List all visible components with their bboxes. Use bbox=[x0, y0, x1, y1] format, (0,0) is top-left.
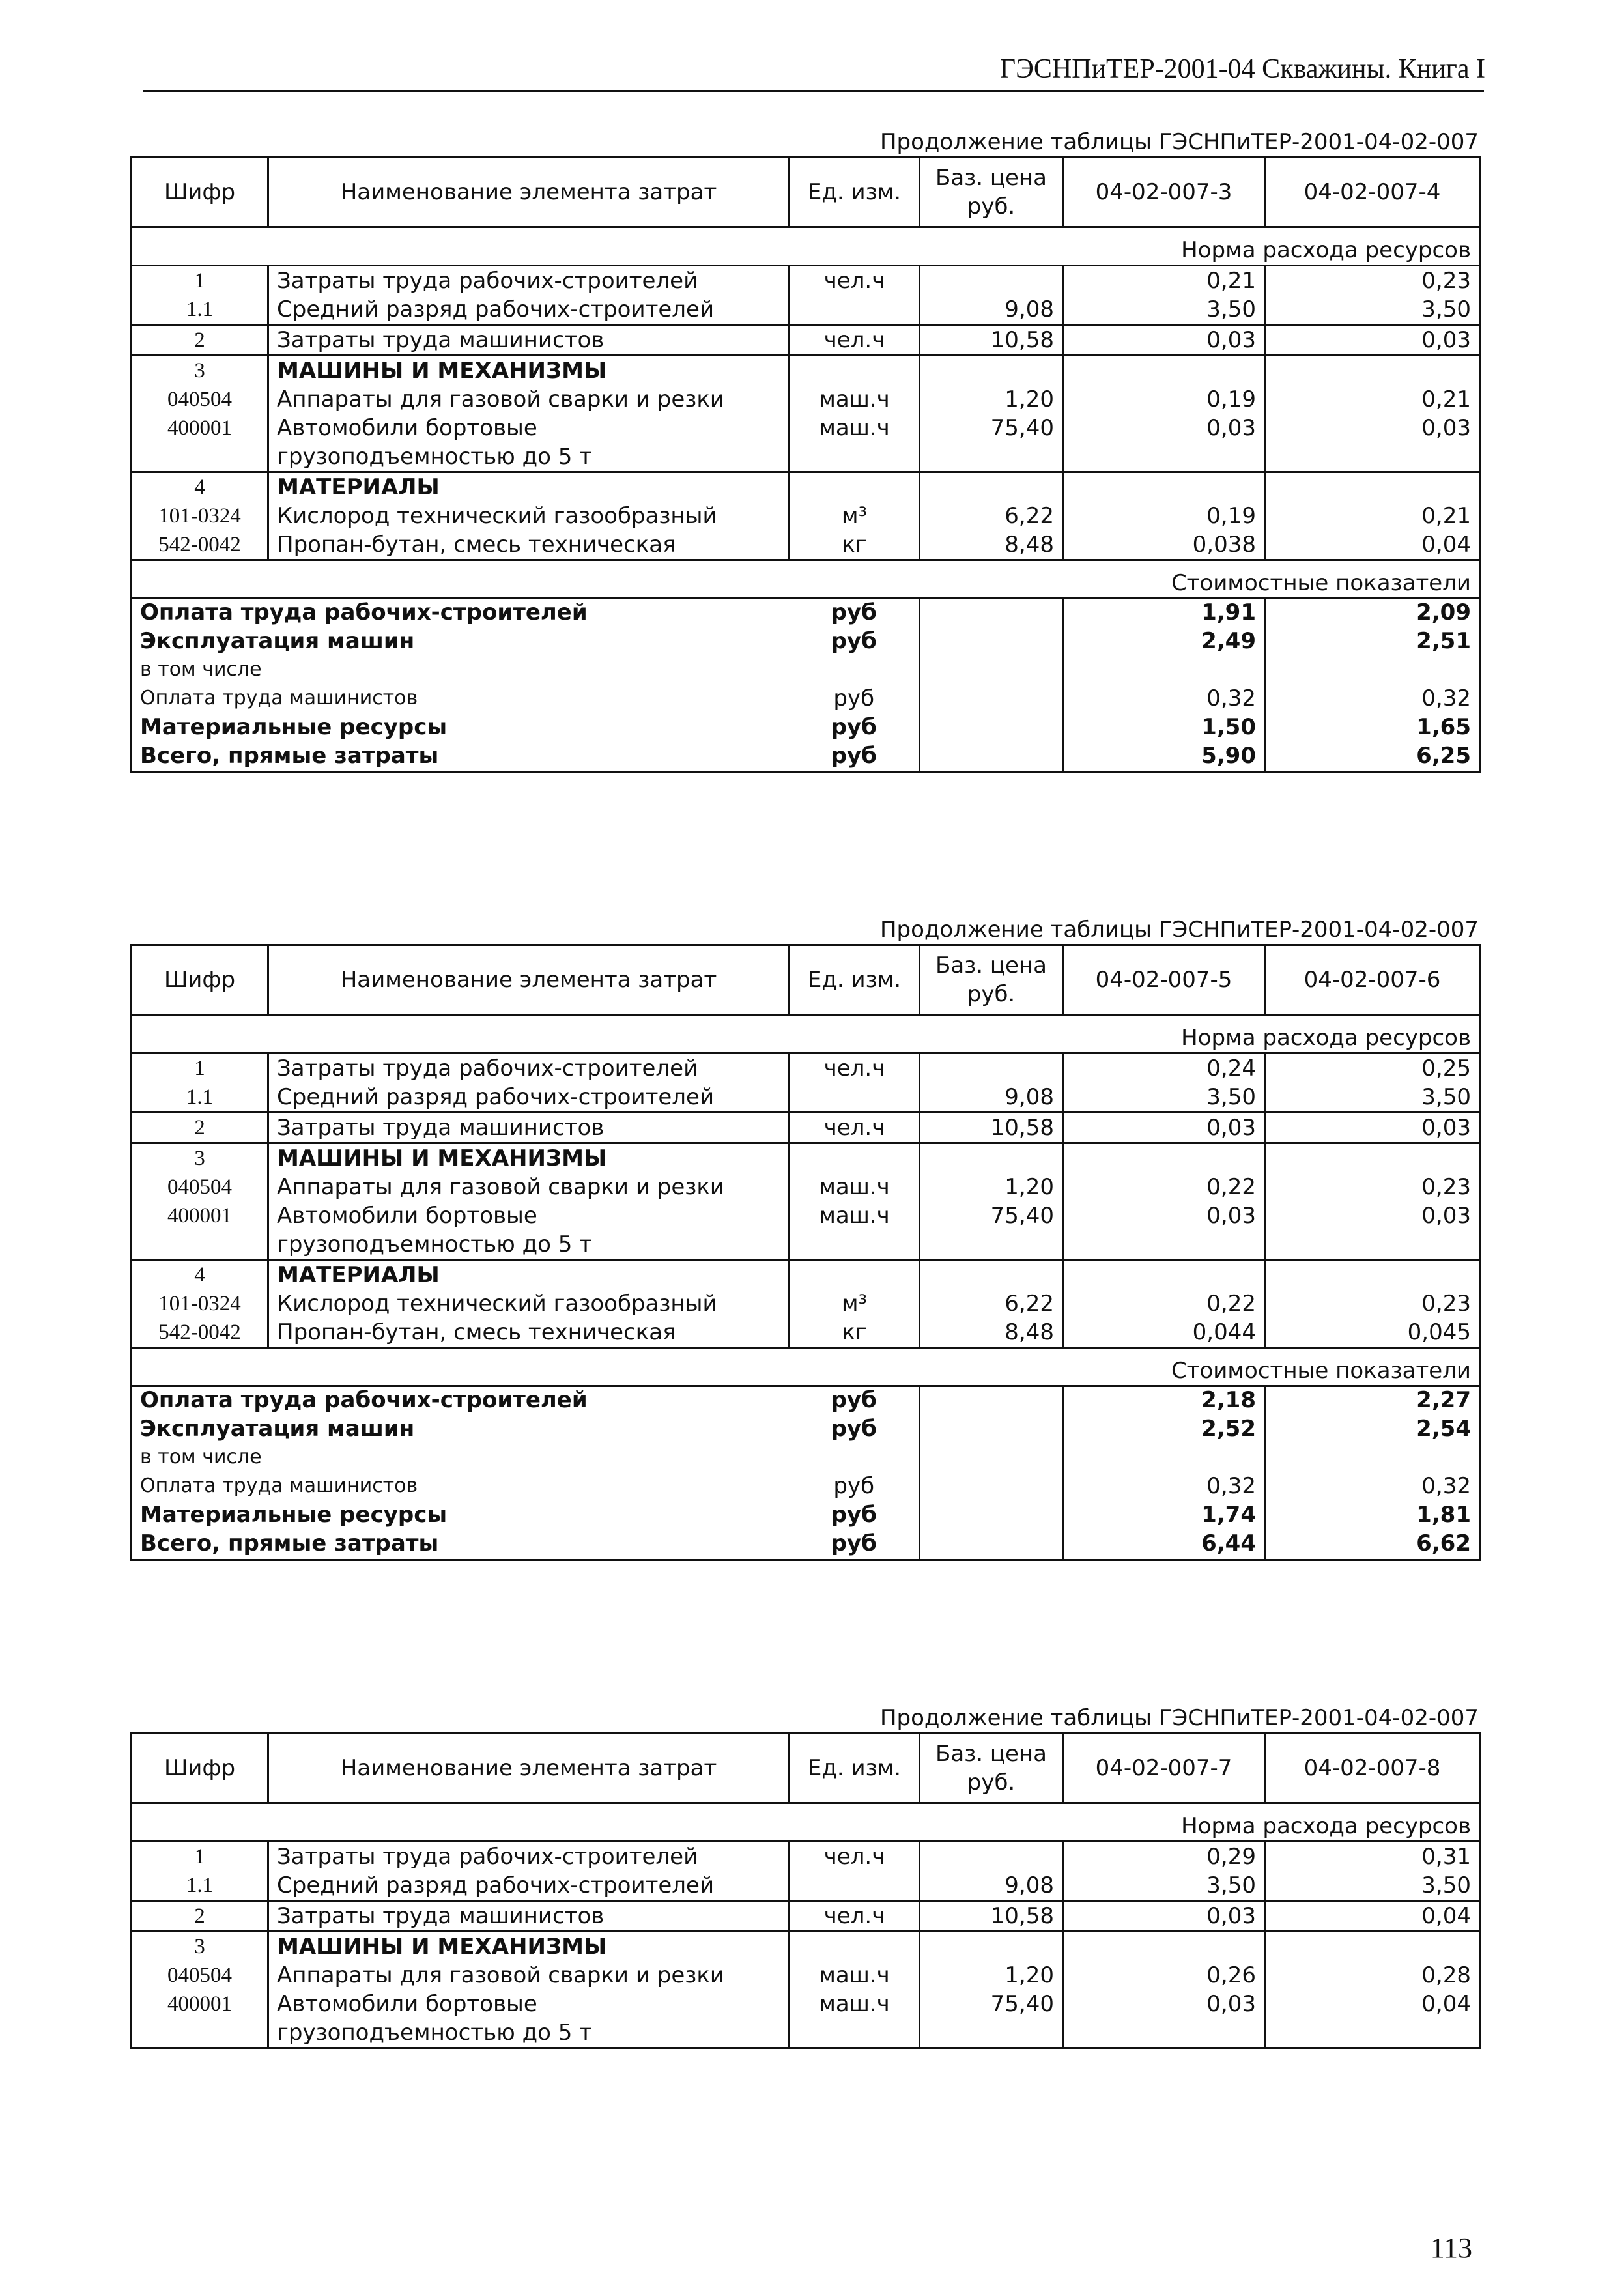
row-unit bbox=[790, 1871, 920, 1901]
page-number: 113 bbox=[1430, 2232, 1472, 2264]
header-price: Баз. цена руб. bbox=[920, 1734, 1063, 1803]
row-code: 2 bbox=[132, 1113, 268, 1143]
row-name: МАТЕРИАЛЫ bbox=[268, 1260, 790, 1290]
row-unit bbox=[790, 1260, 920, 1290]
row-code: 1 bbox=[132, 1842, 268, 1872]
row-price bbox=[920, 1842, 1063, 1872]
row-name: Затраты труда машинистов bbox=[268, 1113, 790, 1143]
row-code: 400001 bbox=[132, 1990, 268, 2048]
row-value-2: 3,50 bbox=[1265, 1083, 1480, 1113]
cost-value-1: 1,50 bbox=[1063, 714, 1265, 743]
row-unit: маш.ч bbox=[790, 1990, 920, 2048]
cost-price bbox=[920, 1530, 1063, 1560]
cost-name: в том числе bbox=[132, 657, 790, 685]
cost-row bbox=[132, 1502, 1480, 1530]
cost-row bbox=[132, 1473, 1480, 1502]
cost-value-1 bbox=[1063, 1444, 1265, 1473]
row-value-1: 0,03 bbox=[1063, 414, 1265, 472]
row-unit: маш.ч bbox=[790, 414, 920, 472]
table-row bbox=[132, 1842, 1480, 1872]
table-row bbox=[132, 295, 1480, 325]
norm-section-row bbox=[132, 1803, 1480, 1842]
table-row bbox=[132, 1318, 1480, 1348]
row-code: 542-0042 bbox=[132, 1318, 268, 1348]
row-price bbox=[920, 1053, 1063, 1083]
row-value-1: 3,50 bbox=[1063, 1871, 1265, 1901]
row-price: 75,40 bbox=[920, 1201, 1063, 1260]
header-price: Баз. цена руб. bbox=[920, 158, 1063, 227]
cost-name: Всего, прямые затраты bbox=[132, 743, 790, 773]
row-unit bbox=[790, 356, 920, 386]
cost-price bbox=[920, 1444, 1063, 1473]
cost-value-2: 2,09 bbox=[1265, 599, 1480, 629]
cost-name: Эксплуатация машин bbox=[132, 628, 790, 657]
row-price: 6,22 bbox=[920, 502, 1063, 530]
norm-section-title: Норма расхода ресурсов bbox=[132, 227, 1480, 266]
table-row bbox=[132, 1143, 1480, 1173]
row-code: 2 bbox=[132, 325, 268, 356]
cost-unit: руб bbox=[831, 1416, 877, 1442]
row-name: Автомобили бортовые грузоподъемностью до 5 т bbox=[268, 1201, 790, 1260]
cost-value-2: 2,51 bbox=[1265, 628, 1480, 657]
row-code: 040504 bbox=[132, 385, 268, 414]
header-unit: Ед. изм. bbox=[790, 158, 920, 227]
row-price: 8,48 bbox=[920, 1318, 1063, 1348]
row-unit: маш.ч bbox=[790, 1961, 920, 1990]
row-name: Средний разряд рабочих-строителей bbox=[268, 1871, 790, 1901]
row-value-1: 0,22 bbox=[1063, 1289, 1265, 1318]
table-row bbox=[132, 356, 1480, 386]
row-unit: чел.ч bbox=[790, 266, 920, 296]
row-code: 1.1 bbox=[132, 295, 268, 325]
cost-row bbox=[132, 685, 1480, 714]
header-column-2: 04-02-007-6 bbox=[1265, 945, 1480, 1015]
header-column-1: 04-02-007-5 bbox=[1063, 945, 1265, 1015]
row-code: 101-0324 bbox=[132, 1289, 268, 1318]
cost-value-1: 6,44 bbox=[1063, 1530, 1265, 1560]
header-unit: Ед. изм. bbox=[790, 945, 920, 1015]
row-value-2 bbox=[1265, 356, 1480, 386]
row-code: 3 bbox=[132, 1143, 268, 1173]
row-value-1 bbox=[1063, 472, 1265, 502]
row-unit: м³ bbox=[790, 1289, 920, 1318]
cost-row bbox=[132, 628, 1480, 657]
row-name: Затраты труда рабочих-строителей bbox=[268, 266, 790, 296]
cost-value-1: 2,49 bbox=[1063, 628, 1265, 657]
cost-price bbox=[920, 1416, 1063, 1444]
cost-name: Эксплуатация машин bbox=[132, 1416, 790, 1444]
row-name: Аппараты для газовой сварки и резки bbox=[268, 1961, 790, 1990]
row-value-1: 0,19 bbox=[1063, 502, 1265, 530]
cost-value-1 bbox=[1063, 657, 1265, 685]
row-value-2: 3,50 bbox=[1265, 295, 1480, 325]
table-caption: Продолжение таблицы ГЭСНПиТЕР-2001-04-02-007 bbox=[879, 129, 1479, 155]
cost-value-1: 2,52 bbox=[1063, 1416, 1265, 1444]
row-value-1: 0,03 bbox=[1063, 325, 1265, 356]
row-unit: кг bbox=[790, 530, 920, 560]
row-value-2: 0,03 bbox=[1265, 414, 1480, 472]
row-value-2: 0,21 bbox=[1265, 502, 1480, 530]
table-row bbox=[132, 385, 1480, 414]
row-value-1: 0,24 bbox=[1063, 1053, 1265, 1083]
row-value-1: 3,50 bbox=[1063, 295, 1265, 325]
cost-price bbox=[920, 714, 1063, 743]
row-code: 3 bbox=[132, 356, 268, 386]
cost-unit: руб bbox=[831, 714, 877, 740]
row-value-2: 0,23 bbox=[1265, 1173, 1480, 1201]
table-row bbox=[132, 1260, 1480, 1290]
table-row bbox=[132, 1113, 1480, 1143]
row-name: Аппараты для газовой сварки и резки bbox=[268, 385, 790, 414]
row-unit bbox=[790, 472, 920, 502]
page-header: ГЭСНПиТЕР-2001-04 Скважины. Книга I bbox=[999, 54, 1485, 84]
row-code: 2 bbox=[132, 1901, 268, 1932]
cost-value-1: 1,91 bbox=[1063, 599, 1265, 629]
cost-value-1: 1,74 bbox=[1063, 1502, 1265, 1530]
cost-unit: руб bbox=[831, 599, 877, 625]
table-header-row bbox=[132, 158, 1480, 227]
row-name: Затраты труда машинистов bbox=[268, 325, 790, 356]
row-value-1: 0,22 bbox=[1063, 1173, 1265, 1201]
row-value-2: 0,25 bbox=[1265, 1053, 1480, 1083]
cost-price bbox=[920, 1386, 1063, 1416]
resource-norm-table bbox=[130, 156, 1481, 773]
cost-name: Материальные ресурсы bbox=[132, 1502, 790, 1530]
row-unit: чел.ч bbox=[790, 1842, 920, 1872]
row-unit: чел.ч bbox=[790, 1053, 920, 1083]
norm-section-title: Норма расхода ресурсов bbox=[132, 1015, 1480, 1053]
row-price: 8,48 bbox=[920, 530, 1063, 560]
row-value-1 bbox=[1063, 1932, 1265, 1962]
cost-value-2: 6,25 bbox=[1265, 743, 1480, 773]
header-code: Шифр bbox=[132, 945, 268, 1015]
row-price: 9,08 bbox=[920, 295, 1063, 325]
table-row bbox=[132, 1901, 1480, 1932]
cost-value-1: 5,90 bbox=[1063, 743, 1265, 773]
cost-section-row bbox=[132, 1348, 1480, 1386]
cost-value-2: 1,65 bbox=[1265, 714, 1480, 743]
row-value-2: 0,21 bbox=[1265, 385, 1480, 414]
row-price: 75,40 bbox=[920, 414, 1063, 472]
cost-row bbox=[132, 657, 1480, 685]
table-row bbox=[132, 1871, 1480, 1901]
table-row bbox=[132, 1083, 1480, 1113]
cost-row bbox=[132, 743, 1480, 773]
row-name: Автомобили бортовые грузоподъемностью до 5 т bbox=[268, 414, 790, 472]
row-value-2: 0,045 bbox=[1265, 1318, 1480, 1348]
row-unit bbox=[790, 295, 920, 325]
cost-section-title: Стоимостные показатели bbox=[132, 560, 1480, 599]
norm-table-block bbox=[130, 128, 1479, 773]
cost-unit: руб bbox=[833, 1473, 875, 1499]
header-name: Наименование элемента затрат bbox=[268, 1734, 790, 1803]
cost-unit bbox=[790, 657, 920, 685]
header-column-1: 04-02-007-7 bbox=[1063, 1734, 1265, 1803]
row-name: Средний разряд рабочих-строителей bbox=[268, 1083, 790, 1113]
table-row bbox=[132, 414, 1480, 472]
row-value-2: 0,03 bbox=[1265, 325, 1480, 356]
row-price: 10,58 bbox=[920, 325, 1063, 356]
table-row bbox=[132, 1053, 1480, 1083]
table-row bbox=[132, 530, 1480, 560]
row-value-1: 0,29 bbox=[1063, 1842, 1265, 1872]
row-price bbox=[920, 356, 1063, 386]
norm-table-block bbox=[130, 1704, 1479, 2049]
row-value-1: 0,038 bbox=[1063, 530, 1265, 560]
cost-name: Оплата труда машинистов bbox=[132, 685, 790, 714]
row-name: Кислород технический газообразный bbox=[268, 1289, 790, 1318]
row-code: 1 bbox=[132, 1053, 268, 1083]
row-value-2: 0,28 bbox=[1265, 1961, 1480, 1990]
cost-unit: руб bbox=[790, 743, 920, 773]
row-code: 400001 bbox=[132, 1201, 268, 1260]
cost-name: Оплата труда машинистов bbox=[132, 1473, 790, 1502]
row-value-2: 0,31 bbox=[1265, 1842, 1480, 1872]
cost-unit: руб bbox=[831, 1502, 877, 1528]
row-code: 400001 bbox=[132, 414, 268, 472]
cost-name: Всего, прямые затраты bbox=[132, 1530, 790, 1560]
row-unit: кг bbox=[790, 1318, 920, 1348]
header-name: Наименование элемента затрат bbox=[268, 158, 790, 227]
cost-name: Материальные ресурсы bbox=[132, 714, 790, 743]
row-value-1: 0,044 bbox=[1063, 1318, 1265, 1348]
row-code: 040504 bbox=[132, 1173, 268, 1201]
row-name: МАШИНЫ И МЕХАНИЗМЫ bbox=[268, 1143, 790, 1173]
cost-row bbox=[132, 599, 1480, 629]
norm-section-title: Норма расхода ресурсов bbox=[132, 1803, 1480, 1842]
row-name: МАШИНЫ И МЕХАНИЗМЫ bbox=[268, 1932, 790, 1962]
row-value-1: 0,03 bbox=[1063, 1901, 1265, 1932]
norm-table-block bbox=[130, 915, 1479, 1561]
cost-value-1: 0,32 bbox=[1063, 685, 1265, 714]
row-name: Кислород технический газообразный bbox=[268, 502, 790, 530]
cost-unit: руб bbox=[790, 1530, 920, 1560]
cost-price bbox=[920, 685, 1063, 714]
table-header-row bbox=[132, 1734, 1480, 1803]
row-value-2: 0,03 bbox=[1265, 1113, 1480, 1143]
table-caption: Продолжение таблицы ГЭСНПиТЕР-2001-04-02-007 bbox=[879, 917, 1479, 943]
row-unit bbox=[790, 1932, 920, 1962]
cost-row bbox=[132, 1530, 1480, 1560]
row-price: 6,22 bbox=[920, 1289, 1063, 1318]
cost-value-2: 2,27 bbox=[1265, 1386, 1480, 1416]
cost-name: Оплата труда рабочих-строителей bbox=[132, 1386, 790, 1416]
row-code: 040504 bbox=[132, 1961, 268, 1990]
row-name: Пропан-бутан, смесь техническая bbox=[268, 1318, 790, 1348]
row-name: Затраты труда рабочих-строителей bbox=[268, 1842, 790, 1872]
table-row bbox=[132, 1932, 1480, 1962]
row-value-1: 0,03 bbox=[1063, 1990, 1265, 2048]
row-value-2 bbox=[1265, 1143, 1480, 1173]
row-name: Аппараты для газовой сварки и резки bbox=[268, 1173, 790, 1201]
row-code: 3 bbox=[132, 1932, 268, 1962]
row-value-2 bbox=[1265, 1932, 1480, 1962]
cost-unit: руб bbox=[833, 685, 875, 711]
row-name: МАТЕРИАЛЫ bbox=[268, 472, 790, 502]
row-unit bbox=[790, 1143, 920, 1173]
row-code: 1.1 bbox=[132, 1083, 268, 1113]
cost-name: в том числе bbox=[132, 1444, 790, 1473]
row-code: 1.1 bbox=[132, 1871, 268, 1901]
header-column-2: 04-02-007-4 bbox=[1265, 158, 1480, 227]
row-unit: м³ bbox=[790, 502, 920, 530]
row-value-1: 0,19 bbox=[1063, 385, 1265, 414]
table-row bbox=[132, 1201, 1480, 1260]
row-name: Автомобили бортовые грузоподъемностью до 5 т bbox=[268, 1990, 790, 2048]
row-price bbox=[920, 472, 1063, 502]
cost-unit bbox=[790, 1444, 920, 1473]
row-value-1 bbox=[1063, 356, 1265, 386]
cost-value-2: 1,81 bbox=[1265, 1502, 1480, 1530]
row-value-2: 0,23 bbox=[1265, 266, 1480, 296]
row-value-1: 0,26 bbox=[1063, 1961, 1265, 1990]
table-row bbox=[132, 1173, 1480, 1201]
cost-price bbox=[920, 1502, 1063, 1530]
cost-section-title: Стоимостные показатели bbox=[132, 1348, 1480, 1386]
header-code: Шифр bbox=[132, 158, 268, 227]
table-row bbox=[132, 1990, 1480, 2048]
cost-row bbox=[132, 1444, 1480, 1473]
row-value-2: 0,23 bbox=[1265, 1289, 1480, 1318]
cost-unit: руб bbox=[831, 628, 877, 654]
row-value-2 bbox=[1265, 472, 1480, 502]
row-code: 4 bbox=[132, 472, 268, 502]
cost-value-1: 0,32 bbox=[1063, 1473, 1265, 1502]
row-value-1: 3,50 bbox=[1063, 1083, 1265, 1113]
cost-row bbox=[132, 1386, 1480, 1416]
cost-price bbox=[920, 628, 1063, 657]
row-price bbox=[920, 1932, 1063, 1962]
cost-unit: руб bbox=[831, 1387, 877, 1413]
row-price: 10,58 bbox=[920, 1901, 1063, 1932]
row-price: 1,20 bbox=[920, 385, 1063, 414]
table-row bbox=[132, 502, 1480, 530]
table-caption: Продолжение таблицы ГЭСНПиТЕР-2001-04-02-007 bbox=[879, 1705, 1479, 1731]
row-unit: маш.ч bbox=[790, 385, 920, 414]
row-unit: маш.ч bbox=[790, 1201, 920, 1260]
row-value-2: 3,50 bbox=[1265, 1871, 1480, 1901]
resource-norm-table bbox=[130, 944, 1481, 1561]
cost-name: Оплата труда рабочих-строителей bbox=[132, 599, 790, 629]
row-price: 9,08 bbox=[920, 1871, 1063, 1901]
resource-norm-table bbox=[130, 1732, 1481, 2049]
row-name: Средний разряд рабочих-строителей bbox=[268, 295, 790, 325]
cost-value-2: 2,54 bbox=[1265, 1416, 1480, 1444]
row-price: 75,40 bbox=[920, 1990, 1063, 2048]
header-code: Шифр bbox=[132, 1734, 268, 1803]
table-header-row bbox=[132, 945, 1480, 1015]
row-unit bbox=[790, 1083, 920, 1113]
cost-section-row bbox=[132, 560, 1480, 599]
table-row bbox=[132, 266, 1480, 296]
row-value-2: 0,04 bbox=[1265, 1990, 1480, 2048]
cost-value-2: 6,62 bbox=[1265, 1530, 1480, 1560]
row-unit: чел.ч bbox=[790, 1113, 920, 1143]
row-unit: чел.ч bbox=[790, 325, 920, 356]
row-price: 1,20 bbox=[920, 1961, 1063, 1990]
row-name: Пропан-бутан, смесь техническая bbox=[268, 530, 790, 560]
row-value-2: 0,04 bbox=[1265, 530, 1480, 560]
cost-value-2 bbox=[1265, 1444, 1480, 1473]
row-value-2 bbox=[1265, 1260, 1480, 1290]
row-name: МАШИНЫ И МЕХАНИЗМЫ bbox=[268, 356, 790, 386]
row-unit: маш.ч bbox=[790, 1173, 920, 1201]
row-value-1 bbox=[1063, 1143, 1265, 1173]
row-code: 1 bbox=[132, 266, 268, 296]
row-code: 101-0324 bbox=[132, 502, 268, 530]
row-value-1: 0,21 bbox=[1063, 266, 1265, 296]
table-row bbox=[132, 325, 1480, 356]
cost-price bbox=[920, 1473, 1063, 1502]
row-name: Затраты труда машинистов bbox=[268, 1901, 790, 1932]
row-price bbox=[920, 1143, 1063, 1173]
cost-price bbox=[920, 599, 1063, 629]
row-value-1: 0,03 bbox=[1063, 1113, 1265, 1143]
header-unit: Ед. изм. bbox=[790, 1734, 920, 1803]
cost-row bbox=[132, 1416, 1480, 1444]
header-divider bbox=[143, 90, 1484, 92]
cost-value-2 bbox=[1265, 657, 1480, 685]
row-unit: чел.ч bbox=[790, 1901, 920, 1932]
row-price: 1,20 bbox=[920, 1173, 1063, 1201]
row-price bbox=[920, 1260, 1063, 1290]
cost-value-2: 0,32 bbox=[1265, 1473, 1480, 1502]
cost-value-2: 0,32 bbox=[1265, 685, 1480, 714]
cost-value-1: 2,18 bbox=[1063, 1386, 1265, 1416]
row-price: 10,58 bbox=[920, 1113, 1063, 1143]
table-row bbox=[132, 472, 1480, 502]
row-name: Затраты труда рабочих-строителей bbox=[268, 1053, 790, 1083]
row-value-2: 0,04 bbox=[1265, 1901, 1480, 1932]
norm-section-row bbox=[132, 227, 1480, 266]
cost-price bbox=[920, 743, 1063, 773]
cost-price bbox=[920, 657, 1063, 685]
row-value-1 bbox=[1063, 1260, 1265, 1290]
table-row bbox=[132, 1289, 1480, 1318]
header-price: Баз. цена руб. bbox=[920, 945, 1063, 1015]
header-column-1: 04-02-007-3 bbox=[1063, 158, 1265, 227]
header-name: Наименование элемента затрат bbox=[268, 945, 790, 1015]
table-row bbox=[132, 1961, 1480, 1990]
header-column-2: 04-02-007-8 bbox=[1265, 1734, 1480, 1803]
norm-section-row bbox=[132, 1015, 1480, 1053]
row-code: 4 bbox=[132, 1260, 268, 1290]
row-value-1: 0,03 bbox=[1063, 1201, 1265, 1260]
row-price bbox=[920, 266, 1063, 296]
cost-row bbox=[132, 714, 1480, 743]
row-value-2: 0,03 bbox=[1265, 1201, 1480, 1260]
row-price: 9,08 bbox=[920, 1083, 1063, 1113]
row-code: 542-0042 bbox=[132, 530, 268, 560]
